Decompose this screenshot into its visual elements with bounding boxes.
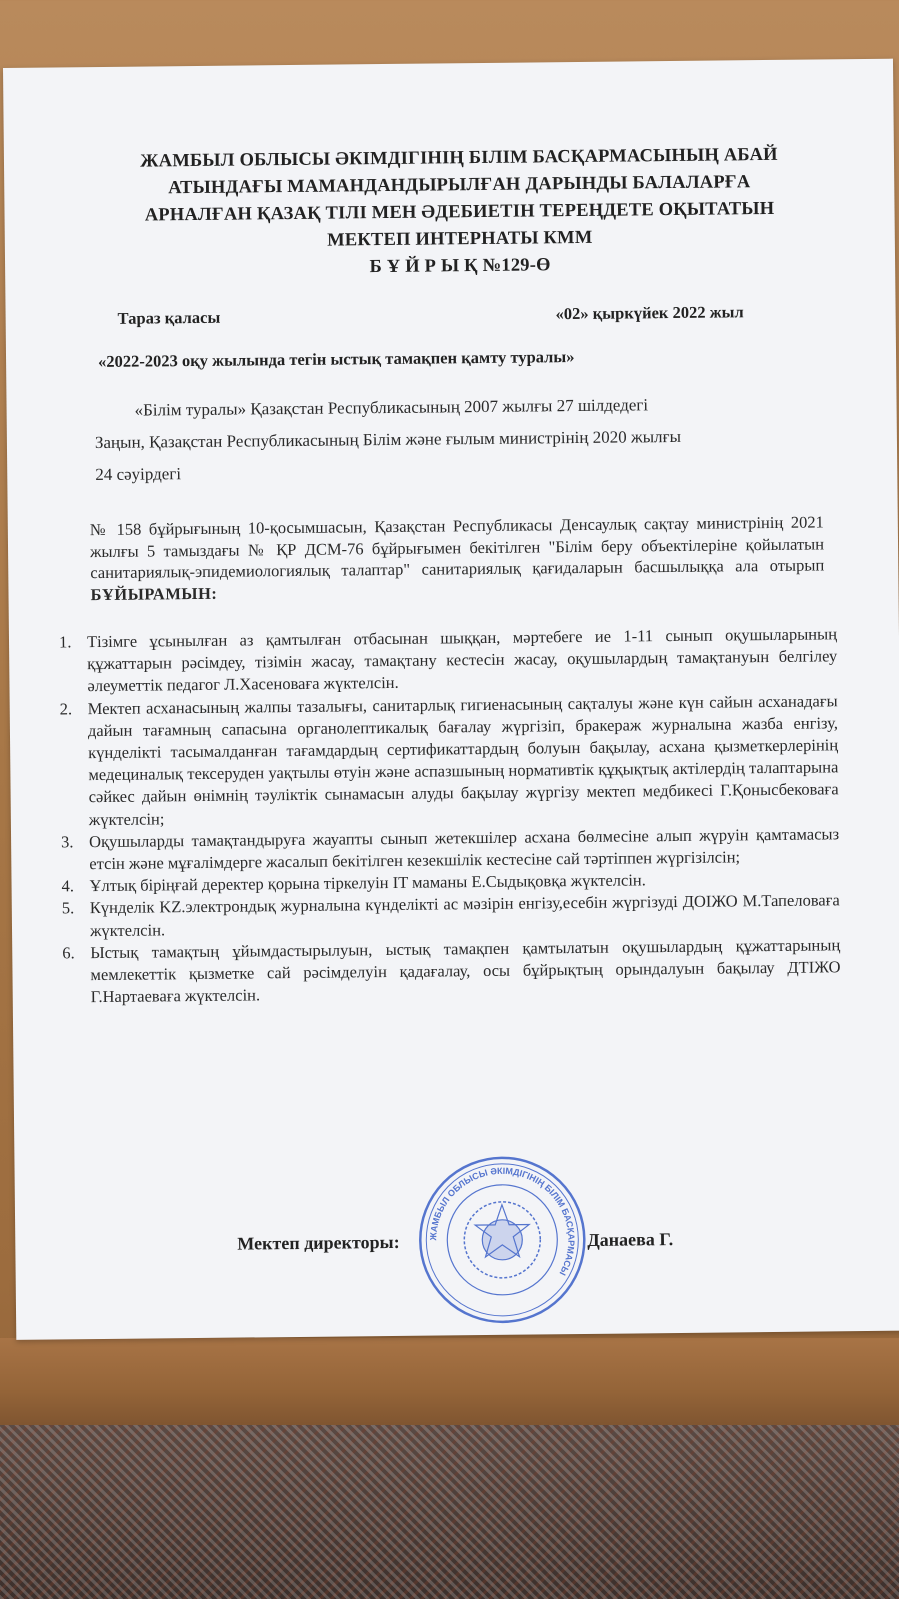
order-item: [38, 690, 839, 832]
basis-line-2: Заңын, Қазақстан Республикасының Білім және ғылым министрінің 2020 жылғы: [94, 426, 682, 453]
preamble: [90, 511, 825, 605]
order-items: [37, 623, 841, 1009]
order-item: [37, 623, 838, 698]
order-item-text: Күнделік KZ.электрондық журналына күнделікті ас мәзірін енгізу,есебін жүргізуді ДОІЖО М.Тапеловаға жүктелсін.: [89, 890, 840, 940]
order-item-number: 6.: [62, 943, 75, 963]
signature-name: Данаева Г.: [587, 1229, 674, 1250]
basis-line-1: «Білім туралы» Қазақстан Республикасының 2007 жылғы 27 шілдедегі: [134, 395, 649, 420]
order-item-text: Тізімге ұсынылған аз қамтылған отбасынан шыққан, мәртебеге ие 1-11 сынып оқушыларының құжаттарын рәсімдеу, тізімін жасау, тамақтану кестесін жасау, оқушылардың тамақтануын белгілеу әлеуметтік педагог Л.Хасеноваға жүктелсін.: [86, 624, 838, 696]
order-item-text: Ұлтық біріңғай деректер қорына тіркелуін IT маманы Е.Сыдықовқа жүктелсін.: [89, 870, 646, 896]
header-line-4: МЕКТЕП ИНТЕРНАТЫ КММ: [327, 227, 593, 251]
order-item-number: 1.: [58, 632, 72, 652]
city: Тараз қаласы: [117, 307, 221, 328]
desk-edge: [0, 1338, 899, 1428]
order-item: [40, 934, 841, 1009]
patterned-floor: [0, 1425, 899, 1599]
order-item-number: 5.: [61, 898, 75, 918]
order-item-number: 3.: [61, 832, 74, 852]
order-item-number: 2.: [59, 698, 73, 719]
basis-line-3: 24 сәуірдегі: [95, 464, 182, 485]
order-item-text: Ыстық тамақтың ұйымдастырылуын, ыстық тамақпен қамтылатын оқушылардың құжаттарының мемлекеттік қызметке сай рәсімделуін қадағалау, осы бұйрықтың орындалуын бақылау ДТІЖО Г.Нартаеваға жүктелсін.: [90, 935, 841, 1007]
signature-title: Мектеп директоры:: [237, 1231, 400, 1254]
header-line-1: ЖАМБЫЛ ОБЛЫСЫ ӘКІМДІГІНІҢ БІЛІМ БАСҚАРМАСЫНЫҢ АБАЙ: [140, 144, 778, 172]
header-line-3: АРНАЛҒАН ҚАЗАҚ ТІЛІ МЕН ӘДЕБИЕТІН ТЕРЕҢДЕТЕ ОҚЫТАТЫН: [144, 198, 775, 226]
order-subject: «2022-2023 оқу жылында тегін ыстық тамақпен қамту туралы»: [97, 347, 575, 372]
header-line-2: АТЫНДАҒЫ МАМАНДАНДЫРЫЛҒАН ДАРЫНДЫ БАЛАЛАРҒА: [168, 172, 751, 199]
legal-basis: [94, 388, 815, 492]
stamp-text: ЖАМБЫЛ ОБЛЫСЫ ӘКІМДІГІНІҢ БІЛІМ БАСҚАРМАСЫ: [428, 1165, 577, 1278]
order-word: БҰЙЫРАМЫН:: [90, 583, 218, 604]
document-header: [64, 141, 855, 284]
official-stamp: [416, 1154, 588, 1326]
order-item-number: 4.: [61, 876, 75, 896]
order-item-text: Мектеп асханасының жалпы тазалығы, санитарлық гигиенасының сақталуы және күн сайын асханадағы дайын тағамның сапасына органолептикалық бағалау жүргізіп, бракераж журналына жазба енгізу, күнделікті тасымалданған тағамдардың сертификаттардың болуын бақылау, асхана қызметкерлерінің медециналық тексеруден уақтылы өтуін және аспазшының нормативтік құқықтық актілердің талаптарына сәйкес дайын өнімнің тәуліктік сынамасын алуды бақылау жүргізу мектеп медбикесі Г.Қонысбековаға жүктелсін;: [87, 690, 839, 829]
order-number: Б Ұ Й Р Ы Қ №129-Ө: [369, 255, 551, 278]
document-page: [3, 59, 899, 1340]
preamble-text: № 158 бұйрығының 10-қосымшасын, Қазақстан Республикасы Денсаулық сақтау министрінің 2021 жылғы 5 тамыздағы № ҚР ДСМ-76 бұйрығымен бекітілген "Білім беру объектілеріне қойылатын санитариялық-эпидемиологиялық талаптар" санитариялық қағидаларын басшылыққа ала отырып: [89, 512, 825, 583]
order-date: «02» қыркүйек 2022 жыл: [555, 302, 744, 324]
order-item-text: Оқушыларды тамақтандыруға жауапты сынып жетекшілер асхана бөлмесіне алып жүруін қамтамасыз етсін және мұғалімдерге жасалып бекітілген кезекшілік кестесіне сай тәртіппен жүргізілсін;: [89, 824, 840, 874]
